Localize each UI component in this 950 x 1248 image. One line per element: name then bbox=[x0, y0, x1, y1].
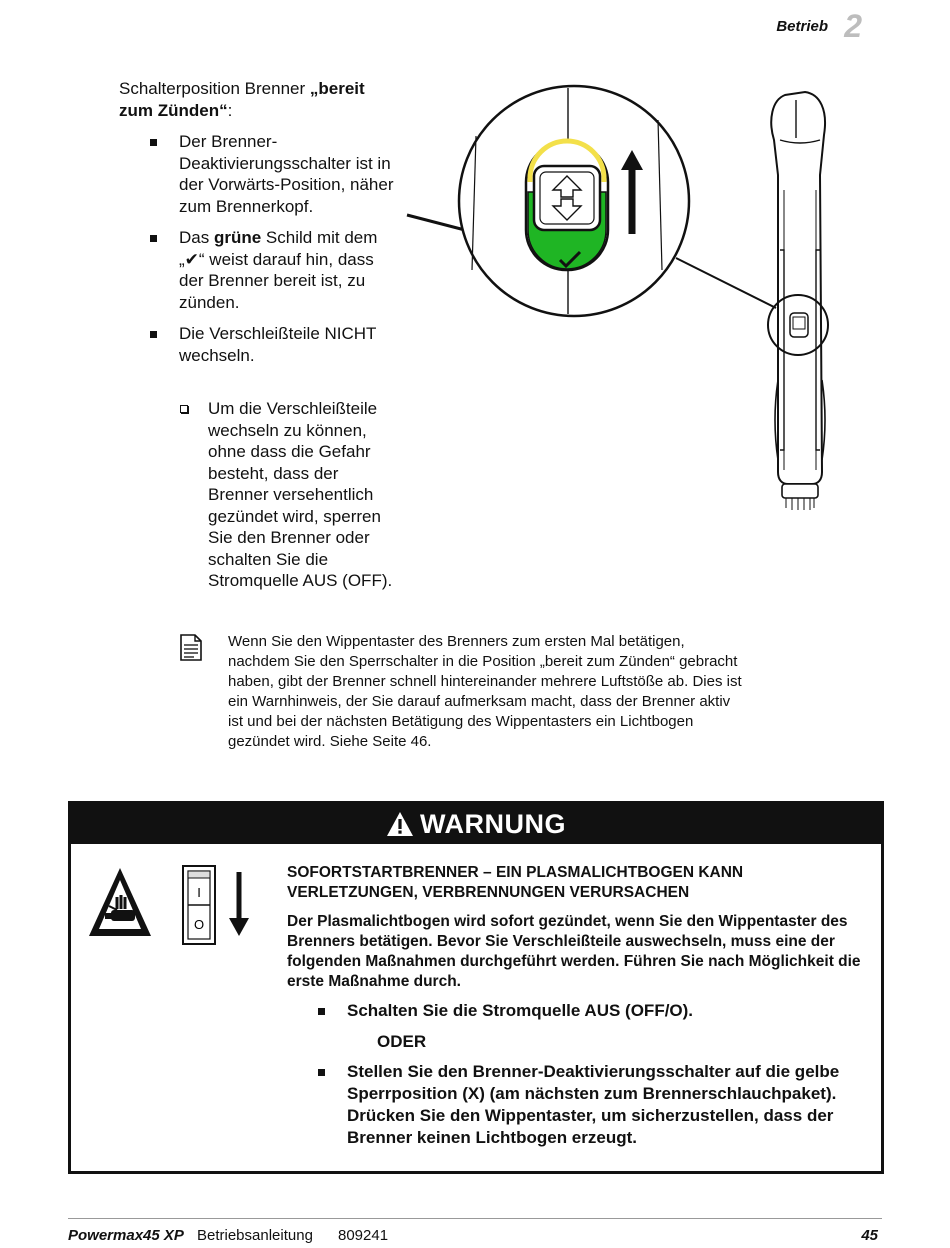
bullet-item: Die Verschleißteile NICHT wechseln. bbox=[150, 323, 400, 366]
page-number: 45 bbox=[861, 1227, 878, 1244]
sub-bullet-item: Um die Verschleißteile wechseln zu können, ohne dass die Gefahr besteht, dass der Brenner versehentlich gezündet wird, sperren Sie den Brenner oder schalten Sie die Stromquelle AUS (OFF). bbox=[180, 398, 395, 592]
warning-box bbox=[68, 801, 884, 1174]
footer-doc-number: 809241 bbox=[338, 1227, 389, 1244]
bullet-item: Der Brenner-Deaktivierungsschalter ist in der Vorwärts-Position, näher zum Brennerkopf. bbox=[150, 131, 400, 217]
section-title: Betrieb bbox=[776, 18, 828, 35]
intro-heading: Schalterposition Brenner „bereit zum Zünden“: bbox=[119, 79, 365, 120]
footer-divider bbox=[68, 1218, 882, 1219]
switch-off-label: O bbox=[193, 917, 205, 932]
warning-triangle-icon bbox=[386, 811, 414, 837]
torch-switch-illustration bbox=[400, 80, 860, 520]
footer-product: Powermax45 XP bbox=[68, 1227, 184, 1244]
note-text: Wenn Sie den Wippentaster des Brenners zum ersten Mal betätigen, nachdem Sie den Sperrschalter in die Position „bereit zum Zünden“ gebracht haben, gibt der Brenner schnell hintereinander mehrere Luftstöße ab. Dies ist ein Warnhinweis, der Sie darauf aufmerksam macht, dass der Brenner aktiv ist und bei der nächsten Betätigung des Wippentasters ein Lichtbogen gezündet wird. Siehe Seite 46. bbox=[228, 633, 742, 750]
note-icon bbox=[180, 634, 202, 661]
warning-heading: WARNUNG bbox=[420, 809, 566, 839]
warning-option: Schalten Sie die Stromquelle AUS (OFF/O). bbox=[318, 1000, 858, 1022]
footer-doc-type: Betriebsanleitung bbox=[197, 1227, 313, 1244]
chapter-number: 2 bbox=[844, 8, 862, 44]
hand-hazard-icon bbox=[87, 866, 153, 938]
switch-on-label: I bbox=[197, 885, 201, 900]
warning-title: SOFORTSTARTBRENNER – EIN PLASMALICHTBOGEN KANN VERLETZUNGEN, VERBRENNUNGEN VERURSACHEN bbox=[287, 864, 744, 901]
warning-header bbox=[71, 804, 881, 844]
bullet-list bbox=[150, 131, 400, 376]
warning-options bbox=[318, 1000, 858, 1149]
warning-body: Der Plasmalichtbogen wird sofort gezündet, wenn Sie den Wippentaster des Brenners betätigen. Bevor Sie Verschleißteile auswechseln, muss eine der folgenden Maßnahmen durchgeführt werden. Führen Sie nach Möglichkeit die erste Maßnahme durch. bbox=[287, 913, 861, 990]
checkmark-icon: ✔ bbox=[184, 249, 199, 269]
bullet-item: Das grüne Schild mit dem „✔“ weist darauf hin, dass der Brenner bereit ist, zu zünden. bbox=[150, 227, 400, 313]
sub-bullet-list bbox=[180, 398, 395, 592]
or-label: ODER bbox=[377, 1032, 427, 1051]
power-switch-icon bbox=[181, 864, 265, 948]
warning-option: Stellen Sie den Brenner-Deaktivierungsschalter auf die gelbe Sperrposition (X) (am nächsten zum Brennerschlauchpaket). Drücken Sie den Wippentaster, um sicherzustellen, dass der Brenner keinen Lichtbogen erzeugt. bbox=[318, 1061, 858, 1149]
